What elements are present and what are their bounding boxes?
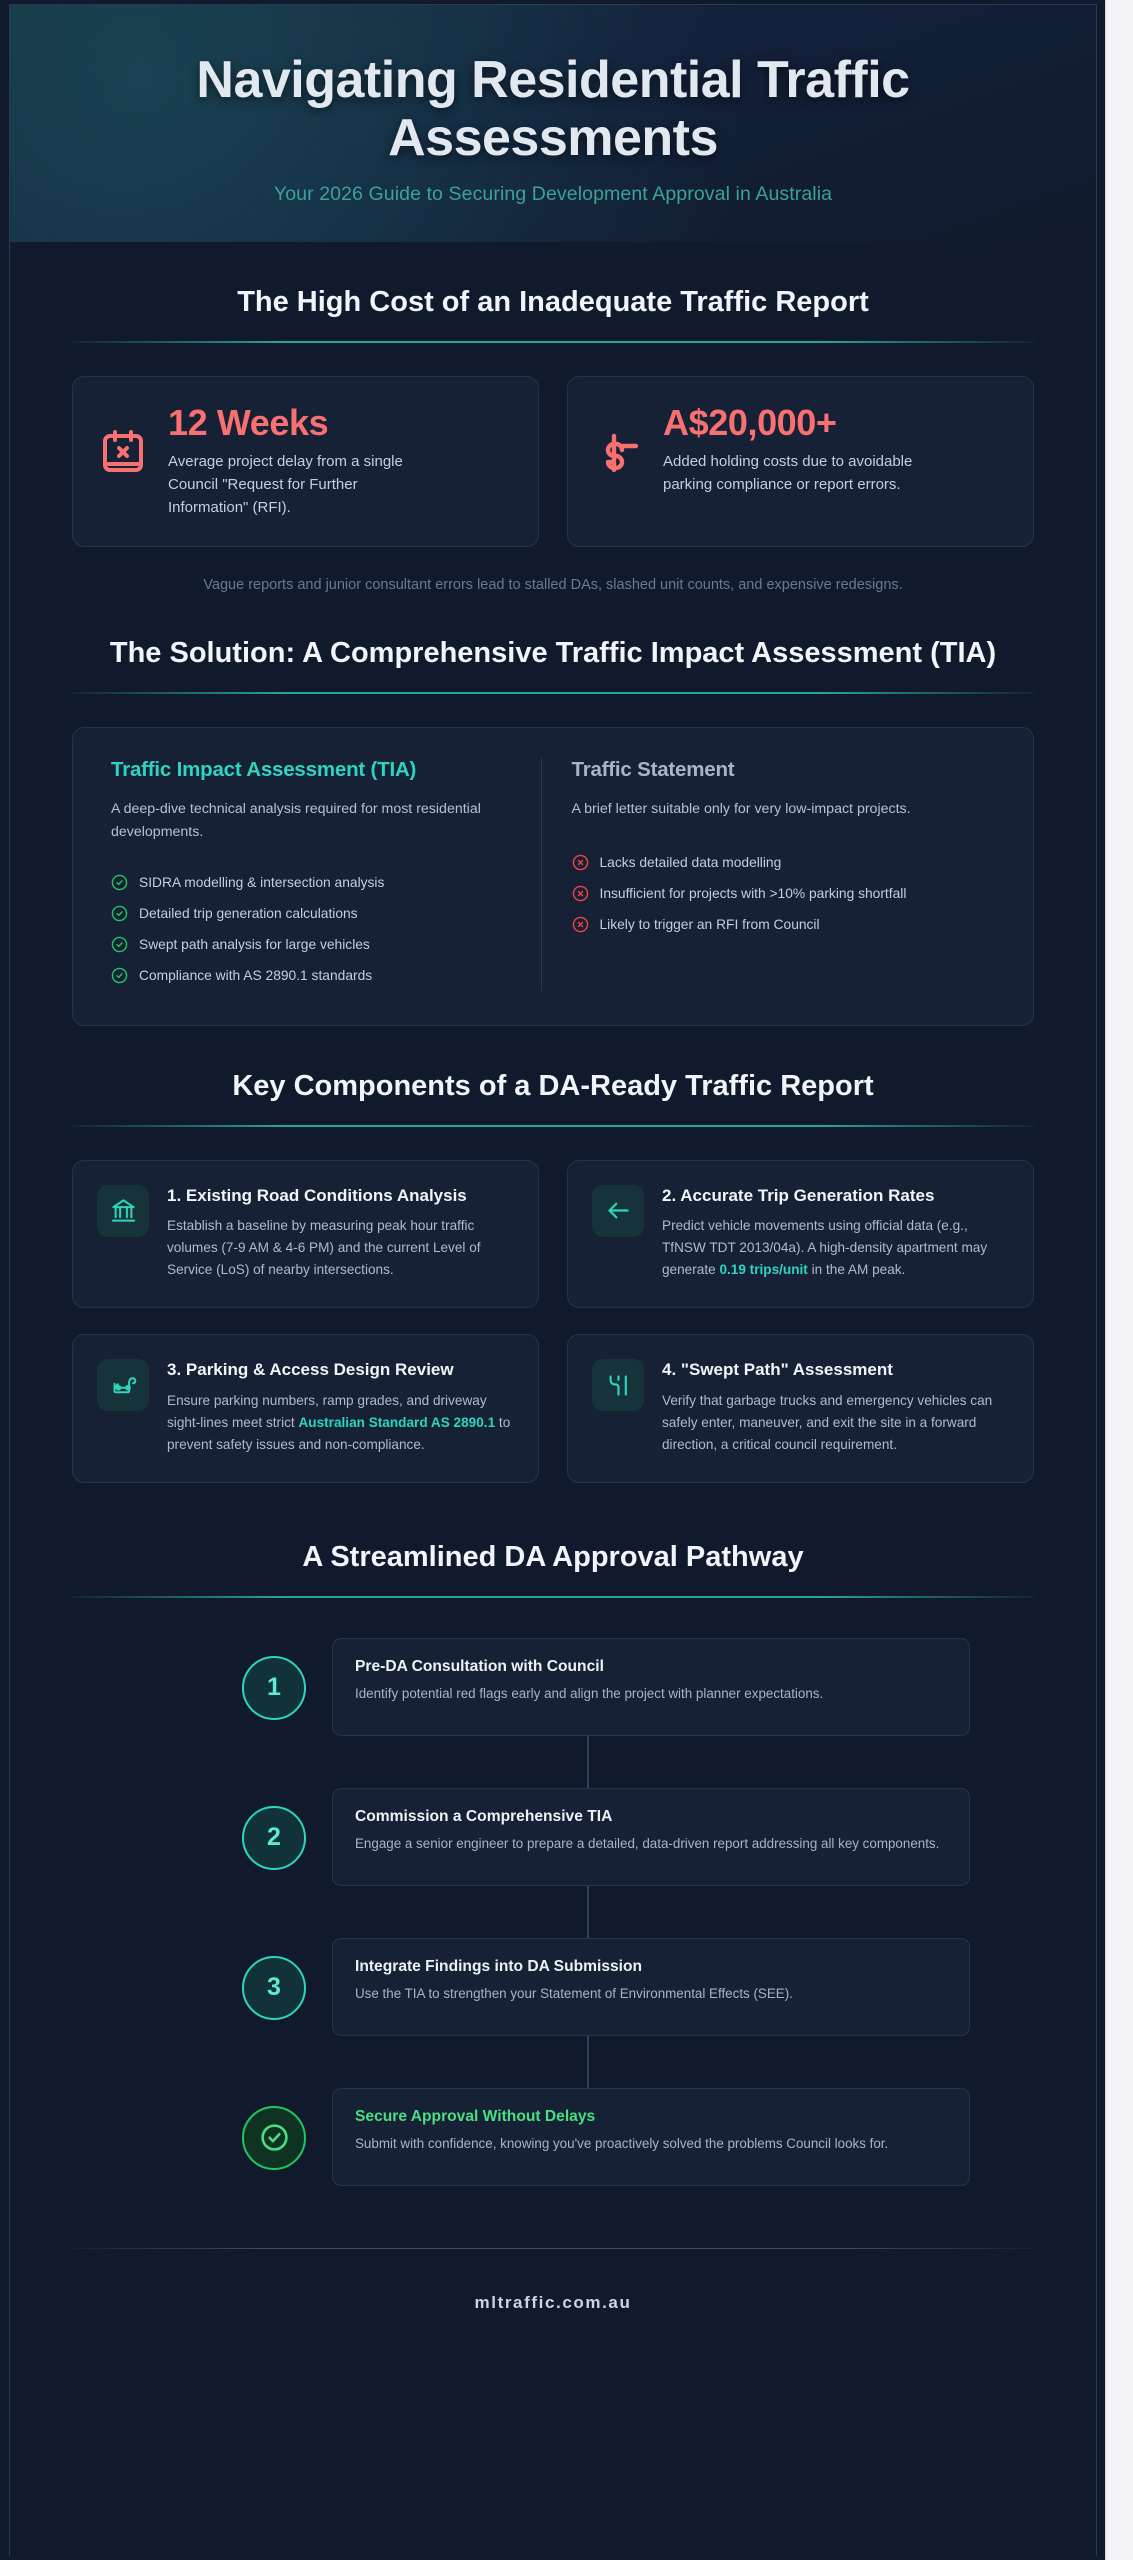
footer-divider (72, 2248, 1034, 2249)
step-badge: 2 (242, 1806, 306, 1870)
component-description (167, 1390, 514, 1456)
comparison-column-tia (105, 758, 542, 991)
list-item (111, 898, 511, 929)
statement-title: Traffic Statement (571, 757, 735, 781)
comparison-column-statement (542, 758, 1002, 991)
solution-section (10, 593, 1096, 1026)
page-footer (10, 2248, 1096, 2383)
pathway-step (242, 2088, 970, 2186)
tia-title: Traffic Impact Assessment (TIA) (111, 757, 417, 781)
step-title: Pre-DA Consultation with Council (355, 1657, 604, 1675)
component-desc-pre: Verify that garbage trucks and emergency vehicles can safely enter, maneuver, and exit the site in a forward direction, a critical council requirement. (662, 1392, 993, 1452)
component-description (167, 1215, 514, 1281)
step-title: Integrate Findings into DA Submission (355, 1957, 643, 1975)
step-card (332, 1638, 970, 1736)
landmark-icon (97, 1185, 149, 1237)
components-section-title: Key Components of a DA-Ready Traffic Report (232, 1069, 874, 1102)
component-desc-pre: Predict vehicle movements using official data (e.g., TfNSW TDT 2013/04a). A high-density apartment may generate (662, 1218, 988, 1278)
check-circle-icon (111, 874, 128, 891)
swept-path-icon (592, 1359, 644, 1411)
component-desc-highlight: 0.19 trips/unit (719, 1262, 808, 1278)
step-badge: 1 (242, 1656, 306, 1720)
section-divider (72, 692, 1034, 694)
component-desc-post: in the AM peak. (807, 1262, 906, 1278)
step-description: Use the TIA to strengthen your Statement of Environmental Effects (SEE). (355, 1985, 793, 2001)
x-circle-icon (572, 854, 589, 871)
step-connector (587, 1736, 589, 1788)
check-circle-icon (111, 967, 128, 984)
list-item (572, 878, 972, 909)
step-connector (587, 1886, 589, 1938)
list-item-label: Lacks detailed data modelling (599, 855, 782, 871)
solution-section-title: The Solution: A Comprehensive Traffic Impact Assessment (TIA) (109, 637, 997, 670)
list-item (572, 847, 972, 878)
arrow-left-icon (592, 1185, 644, 1237)
section-divider (72, 1125, 1034, 1127)
footer-website: mltraffic.com.au (474, 2292, 632, 2312)
infographic-canvas (9, 4, 1097, 2556)
pathway-steps (72, 1638, 1034, 2186)
pathway-step (242, 1788, 970, 1886)
section-divider (72, 1596, 1034, 1598)
scrollbar-thumb[interactable] (1109, 2, 1129, 252)
cost-value: A$20,000+ (663, 402, 837, 444)
step-description: Submit with confidence, knowing you've proactively solved the problems Council looks for. (355, 2135, 889, 2151)
list-item (111, 867, 511, 898)
hero-header (10, 5, 1096, 242)
list-item-label: Compliance with AS 2890.1 standards (139, 967, 373, 983)
car-access-icon (97, 1359, 149, 1411)
list-item (111, 929, 511, 960)
component-description (662, 1215, 1009, 1281)
calendar-x-icon (97, 426, 149, 478)
cost-section (10, 242, 1096, 593)
step-badge: 3 (242, 1956, 306, 2020)
cost-description: Average project delay from a single Council "Request for Further Information" (RFI). (168, 452, 403, 517)
component-title: 2. Accurate Trip Generation Rates (662, 1185, 935, 1205)
statement-lede: A brief letter suitable only for very low-impact projects. (571, 800, 911, 817)
component-title: 4. "Swept Path" Assessment (662, 1360, 893, 1380)
step-card (332, 1788, 970, 1886)
cost-section-title: The High Cost of an Inadequate Traffic Report (237, 286, 869, 319)
component-desc-pre: Ensure parking numbers, ramp grades, and driveway sight-lines meet strict (167, 1392, 487, 1430)
cost-card (72, 376, 539, 547)
step-card (332, 1938, 970, 2036)
step-title: Secure Approval Without Delays (355, 2107, 596, 2125)
page-subtitle: Your 2026 Guide to Securing Development Approval in Australia (273, 183, 833, 206)
page-scrollbar[interactable] (1105, 0, 1133, 2560)
component-card (567, 1334, 1034, 1483)
step-title: Commission a Comprehensive TIA (355, 1807, 613, 1825)
list-item-label: Detailed trip generation calculations (139, 905, 358, 921)
page-title: Navigating Residential Traffic Assessments (196, 51, 910, 168)
component-desc-pre: Establish a baseline by measuring peak hour traffic volumes (7-9 AM & 4-6 PM) and the current Level of Service (LoS) of nearby intersections. (167, 1218, 481, 1278)
step-card (332, 2088, 970, 2186)
component-desc-highlight: Australian Standard AS 2890.1 (298, 1414, 496, 1430)
pathway-section-title: A Streamlined DA Approval Pathway (302, 1540, 804, 1573)
section-divider (72, 341, 1034, 343)
component-card (567, 1160, 1034, 1309)
statement-limitation-list (572, 847, 972, 940)
list-item-label: Swept path analysis for large vehicles (139, 936, 370, 952)
list-item-label: Likely to trigger an RFI from Council (599, 917, 820, 933)
step-connector (587, 2036, 589, 2088)
step-description: Engage a senior engineer to prepare a detailed, data-driven report addressing all key components. (355, 1835, 940, 1851)
list-item-label: Insufficient for projects with >10% parking shortfall (599, 886, 907, 902)
pathway-step (242, 1638, 970, 1736)
dollar-decline-icon (592, 426, 644, 478)
cost-description: Added holding costs due to avoidable parking compliance or report errors. (663, 452, 913, 493)
cost-card-grid (72, 376, 1034, 547)
component-description (662, 1390, 1009, 1456)
pathway-step (242, 1938, 970, 2036)
cost-value: 12 Weeks (168, 402, 329, 444)
component-title: 3. Parking & Access Design Review (167, 1360, 454, 1380)
pathway-section (10, 1483, 1096, 2186)
cost-note: Vague reports and junior consultant errors lead to stalled DAs, slashed unit counts, and expensive redesigns. (203, 577, 903, 594)
tia-lede: A deep-dive technical analysis required for most residential developments. (111, 800, 481, 841)
components-section (10, 1026, 1096, 1483)
check-circle-icon (111, 936, 128, 953)
step-description: Identify potential red flags early and align the project with planner expectations. (355, 1685, 824, 1701)
component-title: 1. Existing Road Conditions Analysis (167, 1185, 467, 1205)
component-card (72, 1334, 539, 1483)
check-circle-icon (242, 2106, 306, 2170)
check-circle-icon (111, 905, 128, 922)
component-desc-post: to prevent safety issues and non-compliance. (167, 1414, 511, 1452)
x-circle-icon (572, 916, 589, 933)
components-grid (72, 1160, 1034, 1483)
tia-feature-list (111, 867, 511, 991)
cost-card (567, 376, 1034, 547)
list-item (572, 909, 972, 940)
list-item-label: SIDRA modelling & intersection analysis (139, 874, 385, 890)
comparison-card (72, 727, 1034, 1026)
list-item (111, 960, 511, 991)
component-card (72, 1160, 539, 1309)
x-circle-icon (572, 885, 589, 902)
